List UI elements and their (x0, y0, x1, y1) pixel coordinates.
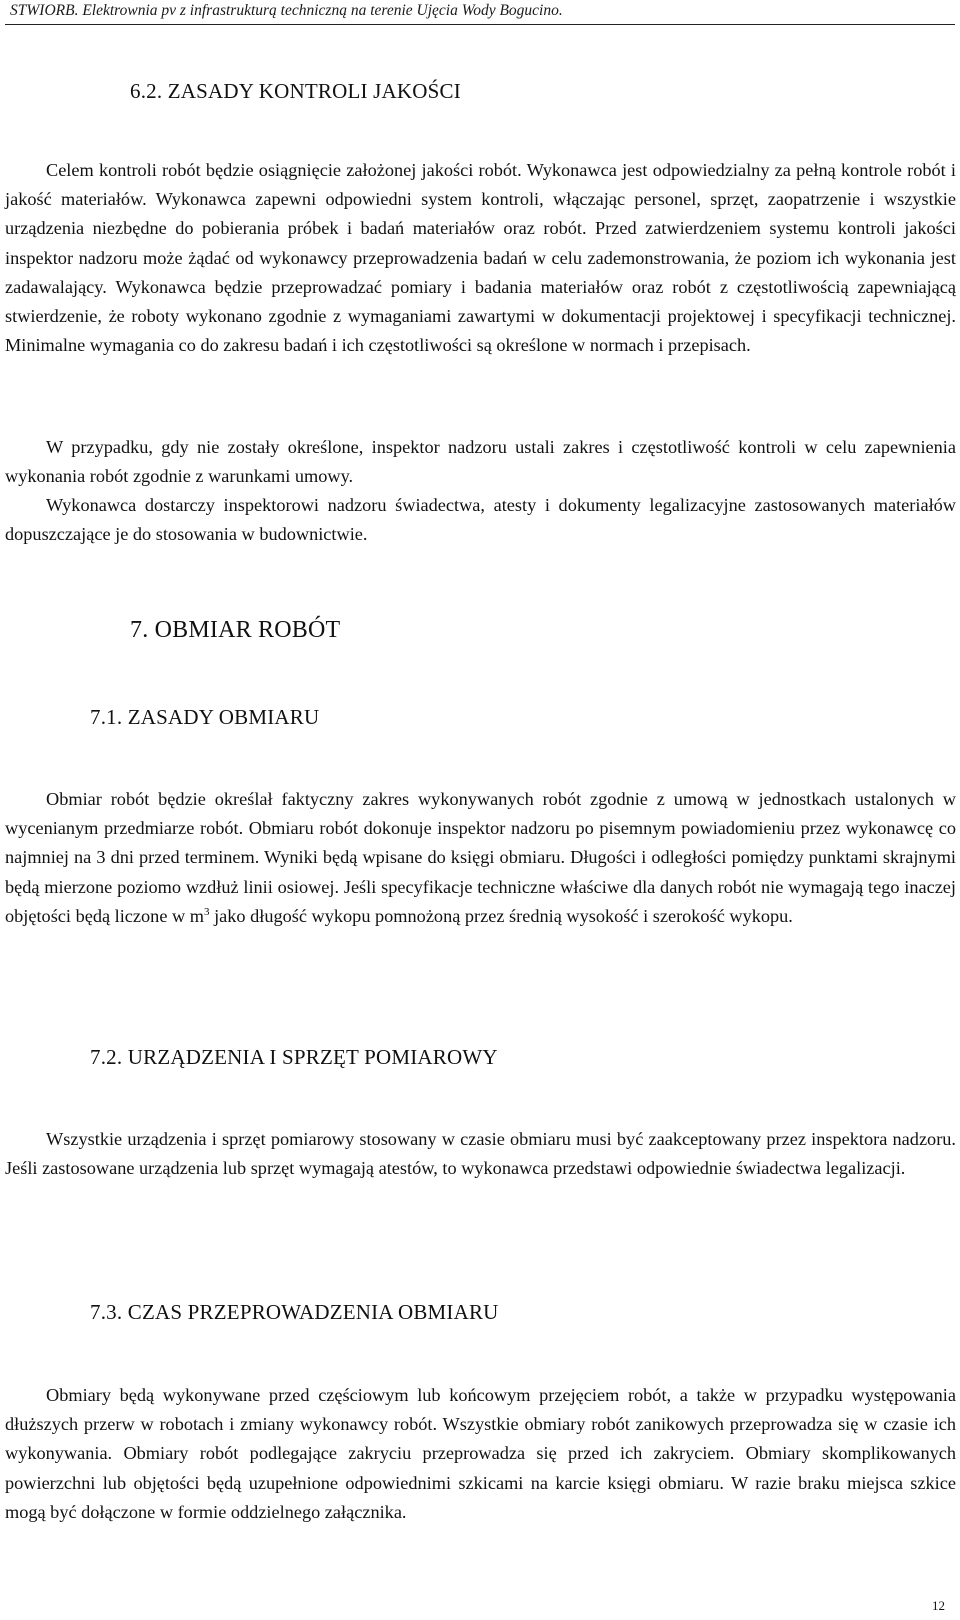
section-7-3-heading: 7.3. CZAS PRZEPROWADZENIA OBMIARU (90, 1300, 499, 1324)
section-7-2-heading: 7.2. URZĄDZENIA I SPRZĘT POMIAROWY (90, 1045, 498, 1069)
section-7-3-paragraph: Obmiary będą wykonywane przed częściowym lub końcowym przejęciem robót, a także w przypadku występowania dłuższych przerw w robotach i zmiany wykonawcy robót. Wszystkie obmiary robót zanikowych przeprowadza się w czasie ich wykonywania. Obmiary robót podlegające zakryciu przeprowadza się przed ich zakryciem. Obmiary skomplikowanych powierzchni lub objętości będą uzupełnione odpowiednimi szkicami na karcie księgi obmiaru. W razie braku miejsca szkice mogą być dołączone w formie oddzielnego załącznika. (5, 1385, 956, 1522)
section-6-2-paragraph-2: W przypadku, gdy nie zostały określone, inspektor nadzoru ustali zakres i częstotliwość kontroli w celu zapewnienia wykonania robót zgodnie z warunkami umowy. (5, 437, 956, 487)
section-7-2-paragraph: Wszystkie urządzenia i sprzęt pomiarowy stosowany w czasie obmiaru musi być zaakceptowany przez inspektora nadzoru. Jeśli zastosowane urządzenia lub sprzęt wymagają atestów, to wykonawca przedstawi odpowiednie świadectwa legalizacji. (5, 1129, 956, 1179)
section-6-2-paragraph-1: Celem kontroli robót będzie osiągnięcie założonej jakości robót. Wykonawca jest odpowiedzialny za pełną kontrole robót i jakość materiałów. Wykonawca zapewni odpowiedni system kontroli, włączając personel, sprzęt, zaopatrzenie i wszystkie urządzenia niezbędne do pobierania próbek i badań materiałów oraz robót. Przed zatwierdzeniem systemu kontroli jakości inspektor nadzoru może żądać od wykonawcy przeprowadzenia badań w celu zademonstrowania, że poziom ich wykonania jest zadawalający. Wykonawca będzie przeprowadzać pomiary i badania materiałów oraz robót z częstotliwością zapewniającą stwierdzenie, że roboty wykonano zgodnie z wymaganiami zawartymi w dokumentacji projektowej i specyfikacji technicznej. Minimalne wymagania co do zakresu badań i ich częstotliwości są określone w normach i przepisach. (5, 160, 956, 356)
page-number: 12 (932, 1598, 945, 1613)
cubic-superscript: 3 (204, 905, 210, 918)
section-7-1-heading: 7.1. ZASADY OBMIARU (90, 705, 320, 729)
section-7-heading: 7. OBMIAR ROBÓT (130, 617, 341, 643)
section-6-2-heading: 6.2. ZASADY KONTROLI JAKOŚCI (130, 79, 461, 103)
section-6-2-paragraph-3: Wykonawca dostarczy inspektorowi nadzoru świadectwa, atesty i dokumenty legalizacyjne zastosowanych materiałów dopuszczające je do stosowania w budownictwie. (5, 495, 956, 545)
header-divider (5, 24, 955, 25)
running-header: STWIORB. Elektrownia pv z infrastrukturą techniczną na terenie Ujęcia Wody Bogucino. (10, 2, 563, 19)
section-7-1-paragraph (5, 785, 956, 931)
section-7-1-text-part-2: jako długość wykopu pomnożoną przez średnią wysokość i szerokość wykopu. (209, 905, 793, 926)
section-7-1-text-part-1: Obmiar robót będzie określał faktyczny zakres wykonywanych robót zgodnie z umową w jednostkach ustalonych w wycenianym przedmiarze robót. Obmiaru robót dokonuje inspektor nadzoru po pisemnym powiadomieniu przez wykonawcę co najmniej na 3 dni przed terminem. Wyniki będą wpisane do księgi obmiaru. Długości i odległości pomiędzy punktami skrajnymi będą mierzone poziomo wzdłuż linii osiowej. Jeśli specyfikacje techniczne właściwe dla danych robót nie wymagają tego inaczej objętości będą liczone w m (5, 789, 956, 926)
